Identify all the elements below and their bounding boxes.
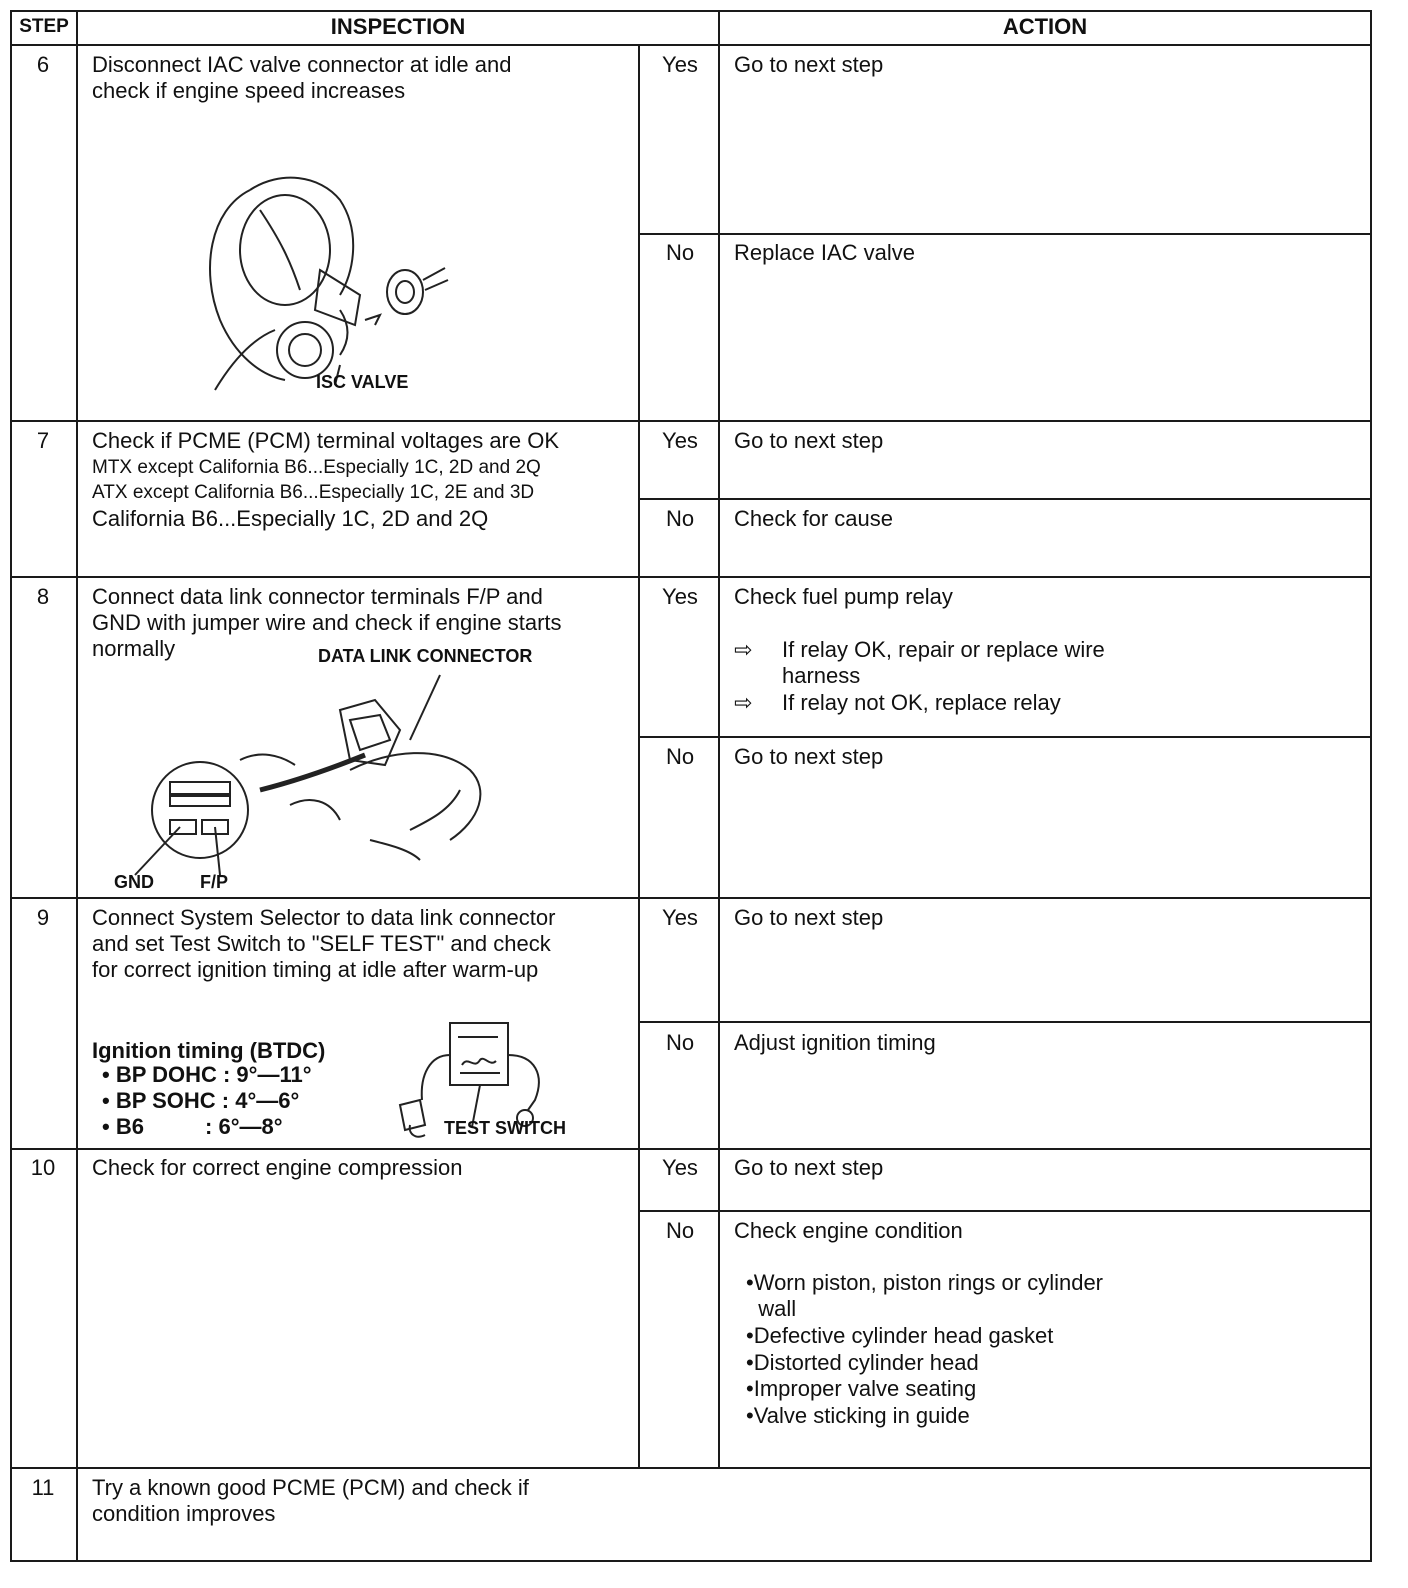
- label-isc-valve: ISC VALVE: [316, 372, 409, 392]
- row-sep-10-11: [10, 1467, 1372, 1469]
- yesno-sep-7: [638, 498, 1372, 500]
- step-10-no-item-worn-piston: •Worn piston, piston rings or cylinder wall: [746, 1270, 1104, 1321]
- row-sep-6-7: [10, 420, 1372, 422]
- row-sep-8-9: [10, 897, 1372, 899]
- step-7-no-action: Check for cause: [734, 506, 893, 531]
- step-8-yes-item-relay-not-ok: If relay not OK, replace relay: [782, 690, 1061, 715]
- step-number-9: 9: [36, 905, 50, 930]
- step-11-inspection: Try a known good PCME (PCM) and check if condition improves: [92, 1475, 529, 1526]
- step-8-yes-item-relay-ok: If relay OK, repair or replace wire harness: [782, 637, 1105, 688]
- step-10-no-item-valve-seating: •Improper valve seating: [746, 1376, 977, 1401]
- step-10-yes-label: Yes: [662, 1155, 698, 1180]
- label-data-link-connector: DATA LINK CONNECTOR: [318, 646, 533, 666]
- step-7-no-label: No: [665, 506, 695, 531]
- yesno-sep-10: [638, 1210, 1372, 1212]
- step-8-inspection: Connect data link connector terminals F/P and GND with jumper wire and check if engine starts normally: [92, 584, 562, 661]
- step-10-inspection: Check for correct engine compression: [92, 1155, 463, 1180]
- yesno-sep-6: [638, 233, 1372, 235]
- arrow-icon: ⇨: [734, 637, 753, 662]
- label-fp: F/P: [200, 872, 229, 892]
- yesno-sep-9: [638, 1021, 1372, 1023]
- step-number-7: 7: [36, 428, 50, 453]
- label-test-switch: TEST SWITCH: [444, 1118, 566, 1138]
- row-sep-7-8: [10, 576, 1372, 578]
- header-inspection: INSPECTION: [330, 14, 466, 39]
- ignition-timing-title: Ignition timing (BTDC): [92, 1038, 326, 1063]
- header-action: ACTION: [1002, 14, 1088, 39]
- step-10-yes-action: Go to next step: [734, 1155, 884, 1180]
- step-7-yes-label: Yes: [662, 428, 698, 453]
- step-9-no-action: Adjust ignition timing: [734, 1030, 936, 1055]
- step-6-yes-label: Yes: [662, 52, 698, 77]
- step-9-inspection: Connect System Selector to data link connector and set Test Switch to "SELF TEST" and check for correct ignition timing at idle after warm-up: [92, 905, 556, 982]
- step-6-yes-action: Go to next step: [734, 52, 884, 77]
- step-6-no-action: Replace IAC valve: [734, 240, 915, 265]
- timing-bp-sohc: • BP SOHC : 4°—6°: [102, 1088, 300, 1113]
- step-8-yes-action: Check fuel pump relay: [734, 584, 953, 609]
- step-10-no-label: No: [665, 1218, 695, 1243]
- table-border-top: [10, 10, 1372, 12]
- step-8-yes-label: Yes: [662, 584, 698, 609]
- step-6-no-label: No: [665, 240, 695, 265]
- yesno-sep-8: [638, 736, 1372, 738]
- step-10-no-item-cylinder-head: •Distorted cylinder head: [746, 1350, 979, 1375]
- step-7-inspection: Check if PCME (PCM) terminal voltages are OK: [92, 428, 560, 453]
- step-10-no-item-valve-sticking: •Valve sticking in guide: [746, 1403, 970, 1428]
- step-number-6: 6: [36, 52, 50, 77]
- step-7-california-line: California B6...Especially 1C, 2D and 2Q: [92, 506, 489, 531]
- table-border-bottom: [10, 1560, 1372, 1562]
- table-border-left: [10, 10, 12, 1562]
- step-9-yes-label: Yes: [662, 905, 698, 930]
- step-6-inspection: Disconnect IAC valve connector at idle and check if engine speed increases: [92, 52, 512, 103]
- step-7-mtx-line: MTX except California B6...Especially 1C, 2D and 2Q: [92, 457, 541, 478]
- timing-bp-dohc: • BP DOHC : 9°—11°: [102, 1062, 312, 1087]
- step-7-atx-line: ATX except California B6...Especially 1C, 2E and 3D: [92, 482, 535, 503]
- data-link-connector-illustration: [110, 670, 530, 870]
- troubleshooting-table: [10, 10, 1395, 1582]
- row-sep-9-10: [10, 1148, 1372, 1150]
- iac-valve-illustration: [190, 150, 470, 400]
- step-number-8: 8: [36, 584, 50, 609]
- timing-b6: • B6 : 6°—8°: [102, 1114, 283, 1139]
- step-10-no-action: Check engine condition: [734, 1218, 963, 1243]
- step-9-yes-action: Go to next step: [734, 905, 884, 930]
- header-step: STEP: [19, 16, 69, 37]
- label-gnd: GND: [114, 872, 154, 892]
- col-divider-yesno: [718, 10, 720, 1469]
- step-8-no-label: No: [665, 744, 695, 769]
- table-border-right: [1370, 10, 1372, 1562]
- arrow-icon: ⇨: [734, 690, 753, 715]
- step-number-10: 10: [30, 1155, 56, 1180]
- step-number-11: 11: [31, 1475, 55, 1500]
- step-7-yes-action: Go to next step: [734, 428, 884, 453]
- step-10-no-item-gasket: •Defective cylinder head gasket: [746, 1323, 1054, 1348]
- step-9-no-label: No: [665, 1030, 695, 1055]
- header-divider: [10, 44, 1372, 46]
- col-divider-step: [76, 10, 78, 1562]
- step-8-no-action: Go to next step: [734, 744, 884, 769]
